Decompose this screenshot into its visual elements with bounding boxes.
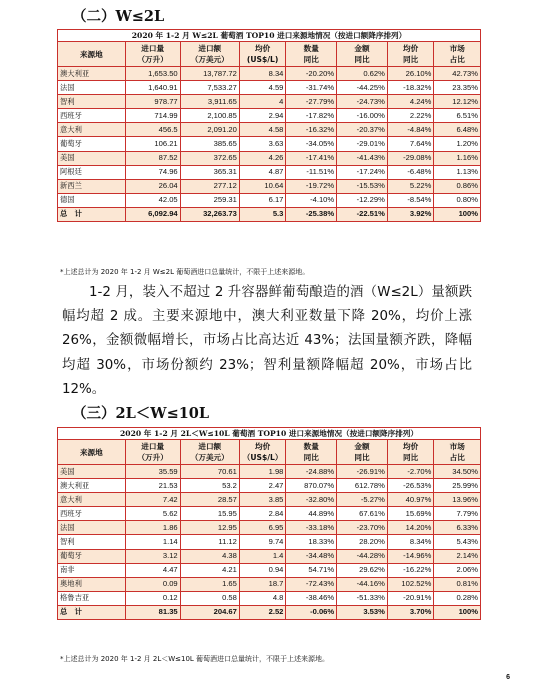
header-line: 金额 [354,442,370,451]
table-cell: -20.91% [387,591,434,605]
page-number: 6 [506,674,510,681]
table-row [58,165,481,179]
table-cell: 204.67 [180,605,239,619]
column-header [180,440,239,465]
table-cell: 18.33% [286,535,337,549]
table-cell: 5.3 [239,207,286,221]
table-cell: 18.7 [239,577,286,591]
row-label: 法国 [58,521,126,535]
table-cell: -12.29% [337,193,388,207]
table-cell: 6.17 [239,193,286,207]
row-label: 智利 [58,95,126,109]
table-cell: 3.85 [239,493,286,507]
table-cell: 67.61% [337,507,388,521]
table-cell: 81.35 [125,605,180,619]
table-cell: 978.77 [125,95,180,109]
table-cell: 456.5 [125,123,180,137]
table-cell: 12.95 [180,521,239,535]
table-cell: 4.58 [239,123,286,137]
table-cell: 34.50% [434,465,481,479]
table-cell: 365.31 [180,165,239,179]
table-cell: 4.8 [239,591,286,605]
table-row [58,465,481,479]
table-note: *上述总计为 2020 年 1-2 月 2L＜W≤10L 葡萄酒进口总量统计，不限于上述来源地。 [60,655,330,663]
table-cell: 6.33% [434,521,481,535]
header-line: （万美元） [190,453,229,462]
table-cell: 870.07% [286,479,337,493]
table-cell: -16.22% [387,563,434,577]
table-row [58,493,481,507]
table-title: 2020 年 1-2 月 2L＜W≤10L 葡萄酒 TOP10 进口来源地情况（按进口额降序排列） [57,427,481,439]
table-cell: -2.70% [387,465,434,479]
table-cell: 259.31 [180,193,239,207]
table-cell: 15.69% [387,507,434,521]
table-cell: 5.62 [125,507,180,521]
table-cell: 0.81% [434,577,481,591]
table-cell: -15.53% [337,179,388,193]
table-cell: 14.20% [387,521,434,535]
table-cell: -34.05% [286,137,337,151]
table-2l-10l [57,427,481,620]
table-cell: 15.95 [180,507,239,521]
table-cell: 26.10% [387,67,434,81]
table-cell: -14.96% [387,549,434,563]
table-cell: 7,533.27 [180,81,239,95]
table-cell: -23.70% [337,521,388,535]
row-label: 阿根廷 [58,165,126,179]
table-note: *上述总计为 2020 年 1-2 月 W≤2L 葡萄酒进口总量统计，不限于上述来源地。 [60,268,310,276]
header-line: 进口额 [198,442,222,451]
table-cell: -19.72% [286,179,337,193]
header-line: 同比 [303,55,319,64]
table-cell: 54.71% [286,563,337,577]
header-line: 同比 [354,55,370,64]
table-cell: -29.08% [387,151,434,165]
section-heading-2l-10l: （三）2L＜W≤10L [72,405,210,422]
table-cell: -17.24% [337,165,388,179]
header-line: 均价 [255,44,271,53]
table-cell: 4.59 [239,81,286,95]
body-paragraph: 1-2 月，装入不超过 2 升容器鲜葡萄酿造的酒（W≤2L）量额跌幅均超 2 成。主要来源地中，澳大利亚数量下降 20%，均价上涨 26%，金额微幅增长，市场占比高达近 43%；法国量额齐跌，降幅均超 30%，市场份额约 23%；智利量额降幅超 20%，市场占比 12%。 [62,285,472,397]
table-cell: 1.4 [239,549,286,563]
column-header [434,440,481,465]
data-table [57,41,481,222]
table-cell: 44.89% [286,507,337,521]
table-cell: 53.2 [180,479,239,493]
table-cell: -24.88% [286,465,337,479]
table-cell: 1.14 [125,535,180,549]
row-label: 法国 [58,81,126,95]
table-cell: -0.06% [286,605,337,619]
table-cell: 1.86 [125,521,180,535]
header-line: 同比 [403,453,419,462]
header-line: (US$/L) [246,55,279,64]
table-row [58,479,481,493]
header-line: 同比 [354,453,370,462]
table-cell: -26.91% [337,465,388,479]
table-cell: 13,787.72 [180,67,239,81]
header-line: 占比 [449,55,465,64]
table-cell: -20.20% [286,67,337,81]
header-line: 均价 [255,442,271,451]
header-line: 市场 [449,442,465,451]
table-cell: 1.65 [180,577,239,591]
table-cell: 35.59 [125,465,180,479]
table-cell: 2,100.85 [180,109,239,123]
table-cell: 1.20% [434,137,481,151]
table-row [58,563,481,577]
table-cell: 106.21 [125,137,180,151]
table-title: 2020 年 1-2 月 W≤2L 葡萄酒 TOP10 进口来源地情况（按进口额降序排列） [57,29,481,41]
total-row [58,605,481,619]
table-cell: 29.62% [337,563,388,577]
table-cell: -6.48% [387,165,434,179]
table-row [58,137,481,151]
section-heading-w-le-2l: （二）W≤2L [72,8,165,25]
total-row [58,207,481,221]
table-cell: 3.53% [337,605,388,619]
table-cell: 6.48% [434,123,481,137]
column-header [125,440,180,465]
table-cell: 1.16% [434,151,481,165]
table-cell: 2.47 [239,479,286,493]
table-cell: -11.51% [286,165,337,179]
row-label: 葡萄牙 [58,549,126,563]
row-label: 智利 [58,535,126,549]
column-header [337,42,388,67]
header-line: 同比 [303,453,319,462]
table-cell: 5.22% [387,179,434,193]
table-cell: -44.16% [337,577,388,591]
header-row [58,42,481,67]
column-header [239,440,286,465]
header-line: 金额 [354,44,370,53]
table-cell: 7.42 [125,493,180,507]
table-cell: 0.86% [434,179,481,193]
table-cell: 4.21 [180,563,239,577]
table-row [58,591,481,605]
row-label: 意大利 [58,493,126,507]
table-cell: -20.37% [337,123,388,137]
table-cell: 7.79% [434,507,481,521]
header-line: 均价 [403,442,419,451]
row-label: 奥地利 [58,577,126,591]
table-cell: -33.18% [286,521,337,535]
header-line: 同比 [403,55,419,64]
table-cell: 23.35% [434,81,481,95]
row-label: 新西兰 [58,179,126,193]
table-row [58,67,481,81]
table-cell: 2.06% [434,563,481,577]
table-cell: 0.80% [434,193,481,207]
table-cell: -44.25% [337,81,388,95]
table-cell: 3.63 [239,137,286,151]
header-line: 进口量 [141,442,165,451]
table-cell: 385.65 [180,137,239,151]
table-cell: 3,911.65 [180,95,239,109]
table-cell: 4.47 [125,563,180,577]
table-cell: 1.98 [239,465,286,479]
row-label: 美国 [58,151,126,165]
row-label: 总 计 [58,605,126,619]
table-cell: -25.38% [286,207,337,221]
row-label: 格鲁吉亚 [58,591,126,605]
column-header [239,42,286,67]
table-cell: -29.01% [337,137,388,151]
table-row [58,109,481,123]
table-cell: 6.51% [434,109,481,123]
table-cell: 4.38 [180,549,239,563]
table-cell: -5.27% [337,493,388,507]
table-cell: 28.20% [337,535,388,549]
table-cell: -22.51% [337,207,388,221]
table-cell: 2.94 [239,109,286,123]
table-cell: 28.57 [180,493,239,507]
column-header [387,42,434,67]
row-label: 澳大利亚 [58,479,126,493]
table-cell: 40.97% [387,493,434,507]
table-cell: 9.74 [239,535,286,549]
table-cell: 0.09 [125,577,180,591]
table-cell: 277.12 [180,179,239,193]
table-row [58,193,481,207]
table-cell: 5.43% [434,535,481,549]
table-row [58,95,481,109]
table-cell: 2.14% [434,549,481,563]
table-cell: 25.99% [434,479,481,493]
row-label: 意大利 [58,123,126,137]
header-line: （US$/L） [242,453,283,462]
column-header [286,440,337,465]
table-w-le-2l [57,29,481,222]
table-row [58,535,481,549]
table-cell: 4.26 [239,151,286,165]
table-cell: 1,653.50 [125,67,180,81]
column-header [286,42,337,67]
row-label: 西班牙 [58,109,126,123]
column-header [337,440,388,465]
row-label: 葡萄牙 [58,137,126,151]
table-cell: 8.34% [387,535,434,549]
table-cell: 42.73% [434,67,481,81]
header-line: （万升） [137,55,168,64]
table-cell: 714.99 [125,109,180,123]
table-cell: 1.13% [434,165,481,179]
table-cell: 0.94 [239,563,286,577]
header-line: 市场 [449,44,465,53]
table-cell: 102.52% [387,577,434,591]
table-cell: 2.84 [239,507,286,521]
table-row [58,81,481,95]
table-cell: 8.34 [239,67,286,81]
table-cell: 100% [434,605,481,619]
table-cell: -4.84% [387,123,434,137]
header-line: （万升） [137,453,168,462]
table-cell: -41.43% [337,151,388,165]
table-row [58,507,481,521]
table-cell: 26.04 [125,179,180,193]
table-cell: -17.41% [286,151,337,165]
table-row [58,577,481,591]
row-label: 西班牙 [58,507,126,521]
table-cell: -27.79% [286,95,337,109]
data-table [57,439,481,620]
header-line: （万美元） [190,55,229,64]
column-header [180,42,239,67]
table-cell: 6.95 [239,521,286,535]
column-header [387,440,434,465]
table-cell: 74.96 [125,165,180,179]
table-cell: 42.05 [125,193,180,207]
column-header [125,42,180,67]
table-row [58,151,481,165]
table-cell: -31.74% [286,81,337,95]
table-cell: -34.48% [286,549,337,563]
header-line: 进口量 [141,44,165,53]
table-cell: -44.28% [337,549,388,563]
header-line: 数量 [303,442,319,451]
table-cell: 2,091.20 [180,123,239,137]
table-row [58,549,481,563]
table-cell: -8.54% [387,193,434,207]
table-cell: -24.73% [337,95,388,109]
column-header [58,440,126,465]
row-label: 美国 [58,465,126,479]
table-cell: -51.33% [337,591,388,605]
table-cell: 10.64 [239,179,286,193]
table-cell: 21.53 [125,479,180,493]
header-line: 进口额 [198,44,222,53]
table-cell: -16.00% [337,109,388,123]
row-label: 南非 [58,563,126,577]
header-line: 数量 [303,44,319,53]
table-cell: 0.12 [125,591,180,605]
table-cell: 100% [434,207,481,221]
table-cell: 2.52 [239,605,286,619]
table-cell: 3.70% [387,605,434,619]
table-cell: -38.46% [286,591,337,605]
table-cell: 372.65 [180,151,239,165]
row-label: 澳大利亚 [58,67,126,81]
table-row [58,521,481,535]
row-label: 德国 [58,193,126,207]
header-line: 占比 [449,453,465,462]
table-cell: 11.12 [180,535,239,549]
table-cell: -17.82% [286,109,337,123]
header-line: 均价 [403,44,419,53]
table-cell: -26.53% [387,479,434,493]
table-row [58,179,481,193]
table-cell: 3.92% [387,207,434,221]
table-cell: 87.52 [125,151,180,165]
table-row [58,123,481,137]
table-cell: 2.22% [387,109,434,123]
table-cell: 0.28% [434,591,481,605]
table-cell: 0.58 [180,591,239,605]
table-cell: 7.64% [387,137,434,151]
table-cell: 1,640.91 [125,81,180,95]
table-cell: 12.12% [434,95,481,109]
header-line: 来源地 [79,447,103,457]
column-header [434,42,481,67]
table-cell: -16.32% [286,123,337,137]
header-line: 来源地 [79,49,103,59]
table-cell: 612.78% [337,479,388,493]
table-cell: -72.43% [286,577,337,591]
table-cell: 32,263.73 [180,207,239,221]
column-header [58,42,126,67]
table-cell: 13.96% [434,493,481,507]
table-cell: 6,092.94 [125,207,180,221]
table-cell: 4.87 [239,165,286,179]
header-row [58,440,481,465]
table-cell: -4.10% [286,193,337,207]
table-cell: 0.62% [337,67,388,81]
table-cell: 4.24% [387,95,434,109]
table-cell: -32.80% [286,493,337,507]
table-cell: 70.61 [180,465,239,479]
row-label: 总 计 [58,207,126,221]
table-cell: -18.32% [387,81,434,95]
table-cell: 3.12 [125,549,180,563]
table-cell: 4 [239,95,286,109]
